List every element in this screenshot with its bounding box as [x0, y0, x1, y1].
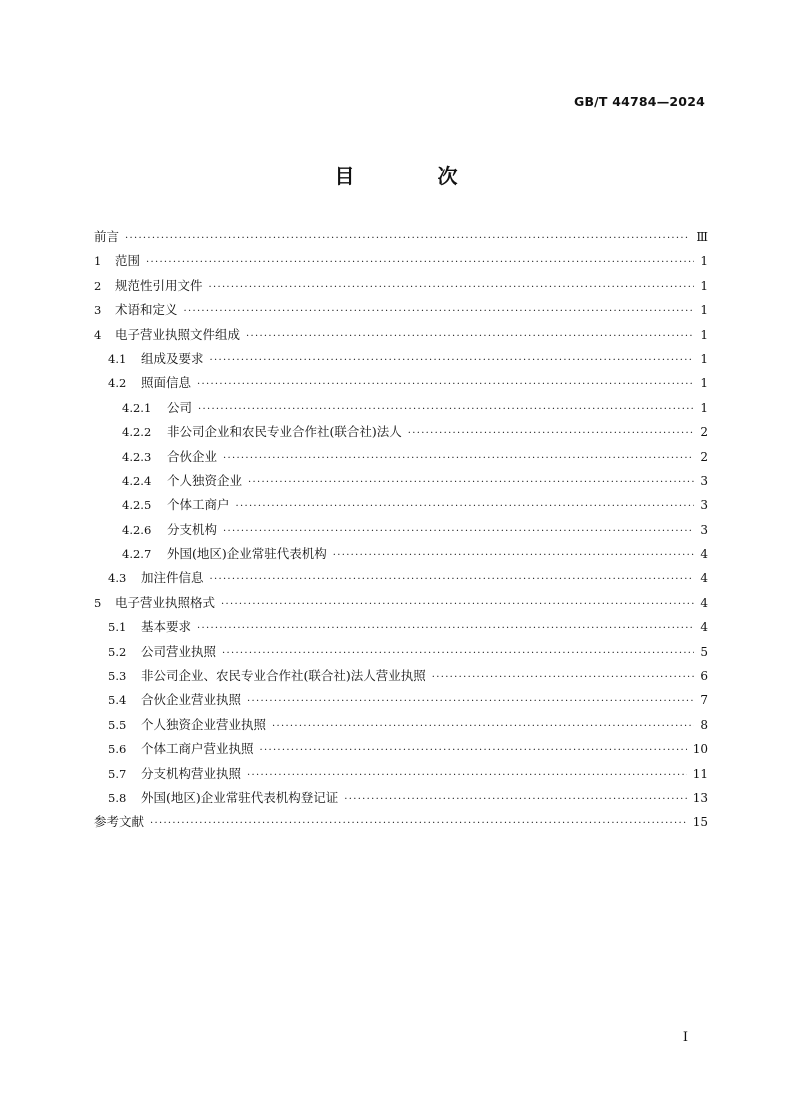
toc-entry-number: 4.2.3 — [122, 449, 152, 464]
toc-entry-label: 公司 — [167, 399, 193, 415]
toc-leader-dots — [146, 251, 694, 275]
toc-entry-label: 照面信息 — [141, 375, 192, 391]
toc-leader-dots — [210, 568, 694, 592]
toc-entry-page: 3 — [700, 473, 708, 488]
toc-entry-label: 个人独资企业营业执照 — [141, 716, 267, 732]
toc-entry-label: 分支机构营业执照 — [141, 765, 242, 781]
toc-leader-dots — [272, 715, 694, 739]
toc-entry[interactable] — [94, 347, 708, 371]
toc-entry[interactable] — [94, 420, 708, 444]
toc-entry-page: 4 — [700, 571, 708, 586]
toc-entry[interactable] — [94, 469, 708, 493]
toc-entry[interactable] — [94, 225, 708, 249]
toc-entry[interactable] — [94, 615, 708, 639]
toc-entry-number: 4.2.7 — [122, 547, 152, 562]
toc-entry[interactable] — [94, 786, 708, 810]
toc-entry-number: 1 — [94, 254, 102, 269]
toc-entry-number: 4.2.2 — [122, 425, 152, 440]
toc-leader-dots — [223, 520, 694, 544]
toc-entry[interactable] — [94, 566, 708, 590]
toc-entry-number: 5.5 — [108, 717, 127, 732]
toc-entry-label: 基本要求 — [141, 619, 192, 635]
toc-entry-number: 4.2.5 — [122, 498, 152, 513]
toc-entry-number: 4.2 — [108, 376, 127, 391]
toc-entry-page: 1 — [700, 327, 708, 342]
toc-leader-dots — [197, 617, 694, 641]
toc-entry[interactable] — [94, 323, 708, 347]
toc-entry-label: 术语和定义 — [115, 302, 178, 318]
toc-leader-dots — [260, 739, 687, 763]
toc-entry-label: 前言 — [94, 229, 120, 244]
toc-entry-label: 公司营业执照 — [141, 643, 217, 659]
toc-entry[interactable] — [94, 591, 708, 615]
toc-entry-label: 组成及要求 — [141, 350, 204, 366]
toc-leader-dots — [209, 276, 694, 300]
toc-entry[interactable] — [94, 810, 708, 834]
toc-entry-label: 外国(地区)企业常驻代表机构登记证 — [141, 789, 339, 805]
toc-entry[interactable] — [94, 371, 708, 395]
toc-entry-number: 3 — [94, 303, 102, 318]
toc-entry-number: 4 — [94, 327, 102, 342]
toc-entry-page: 5 — [700, 644, 708, 659]
toc-leader-dots — [236, 495, 694, 519]
toc-entry-label: 加注件信息 — [141, 570, 204, 586]
toc-entry-number: 5.7 — [108, 766, 127, 781]
toc-entry-page: 1 — [700, 254, 708, 269]
toc-leader-dots — [247, 764, 687, 788]
toc-entry-label: 个体工商户营业执照 — [141, 741, 254, 757]
toc-entry-page: 1 — [700, 351, 708, 366]
toc-entry-page: 4 — [700, 595, 708, 610]
toc-entry-page: 10 — [692, 742, 708, 757]
toc-entry-page: 8 — [700, 717, 708, 732]
toc-entry-number: 5.3 — [108, 669, 127, 684]
toc-entry-label: 合伙企业 — [167, 448, 218, 464]
toc-leader-dots — [197, 373, 694, 397]
toc-leader-dots — [344, 788, 686, 812]
toc-entry-page: 13 — [692, 790, 708, 805]
toc-entry-number: 5.8 — [108, 790, 127, 805]
toc-entry-label: 规范性引用文件 — [115, 277, 203, 293]
toc-entry-page: 15 — [692, 815, 708, 830]
toc-entry-number: 5.2 — [108, 644, 127, 659]
toc-entry-label: 电子营业执照文件组成 — [115, 326, 241, 342]
toc-leader-dots — [221, 593, 694, 617]
page-number: I — [682, 1030, 688, 1045]
toc-entry-page: 1 — [700, 400, 708, 415]
toc-leader-dots — [247, 690, 694, 714]
toc-entry-page: 4 — [700, 620, 708, 635]
toc-entry[interactable] — [94, 664, 708, 688]
toc-entry-page: 2 — [700, 449, 708, 464]
toc-entry-page: 1 — [700, 376, 708, 391]
toc-entry-label: 分支机构 — [167, 521, 218, 537]
toc-entry-label: 个人独资企业 — [167, 472, 243, 488]
toc-entry-number: 5 — [94, 595, 102, 610]
toc-entry[interactable] — [94, 274, 708, 298]
toc-entry-page: 1 — [700, 278, 708, 293]
toc-entry[interactable] — [94, 688, 708, 712]
toc-entry-number: 5.4 — [108, 693, 127, 708]
toc-leader-dots — [246, 325, 694, 349]
toc-leader-dots — [210, 349, 694, 373]
page-title: 目 次 — [334, 164, 496, 188]
toc-entry-label: 合伙企业营业执照 — [141, 692, 242, 708]
toc-entry-number: 4.2.6 — [122, 522, 152, 537]
toc-entry-label: 参考文献 — [94, 814, 145, 830]
toc-leader-dots — [198, 398, 694, 422]
toc-entry[interactable] — [94, 518, 708, 542]
toc-entry-page: 7 — [700, 693, 708, 708]
toc-entry-label: 非公司企业、农民专业合作社(联合社)法人营业执照 — [141, 668, 426, 684]
toc-entry-page: 2 — [700, 425, 708, 440]
toc-entry[interactable] — [94, 713, 708, 737]
toc-leader-dots — [408, 422, 694, 446]
toc-entry-label: 非公司企业和农民专业合作社(联合社)法人 — [167, 424, 402, 440]
toc-entry[interactable] — [94, 542, 708, 566]
toc-entry-label: 范围 — [115, 253, 141, 269]
toc-entry-number: 5.1 — [108, 620, 127, 635]
table-of-contents — [94, 225, 708, 835]
toc-leader-dots — [223, 447, 694, 471]
toc-entry-number: 5.6 — [108, 742, 127, 757]
toc-entry-number: 4.2.4 — [122, 473, 152, 488]
toc-entry[interactable] — [94, 640, 708, 664]
toc-entry-page: 3 — [700, 522, 708, 537]
toc-entry[interactable] — [94, 445, 708, 469]
toc-entry-label: 个体工商户 — [167, 497, 230, 513]
toc-leader-dots — [184, 300, 694, 324]
toc-entry-page: 3 — [700, 498, 708, 513]
toc-entry-label: 外国(地区)企业常驻代表机构 — [167, 546, 327, 562]
toc-entry-page: 6 — [700, 669, 708, 684]
toc-leader-dots — [125, 227, 690, 251]
toc-entry-page: 1 — [700, 303, 708, 318]
toc-entry[interactable] — [94, 298, 708, 322]
toc-entry-label: 电子营业执照格式 — [115, 594, 216, 610]
toc-entry[interactable] — [94, 762, 708, 786]
toc-entry-page: Ⅲ — [696, 230, 708, 244]
toc-leader-dots — [333, 544, 694, 568]
toc-entry[interactable] — [94, 493, 708, 517]
toc-entry-number: 2 — [94, 278, 102, 293]
toc-entry-number: 4.2.1 — [122, 400, 152, 415]
toc-leader-dots — [222, 642, 694, 666]
toc-entry[interactable] — [94, 396, 708, 420]
document-code: GB/T 44784—2024 — [573, 94, 705, 109]
toc-entry-number: 4.1 — [108, 351, 127, 366]
toc-leader-dots — [432, 666, 694, 690]
toc-entry[interactable] — [94, 249, 708, 273]
toc-entry-page: 11 — [692, 766, 708, 781]
toc-entry[interactable] — [94, 737, 708, 761]
toc-entry-number: 4.3 — [108, 571, 127, 586]
toc-leader-dots — [248, 471, 694, 495]
toc-entry-page: 4 — [700, 547, 708, 562]
toc-leader-dots — [150, 812, 687, 836]
